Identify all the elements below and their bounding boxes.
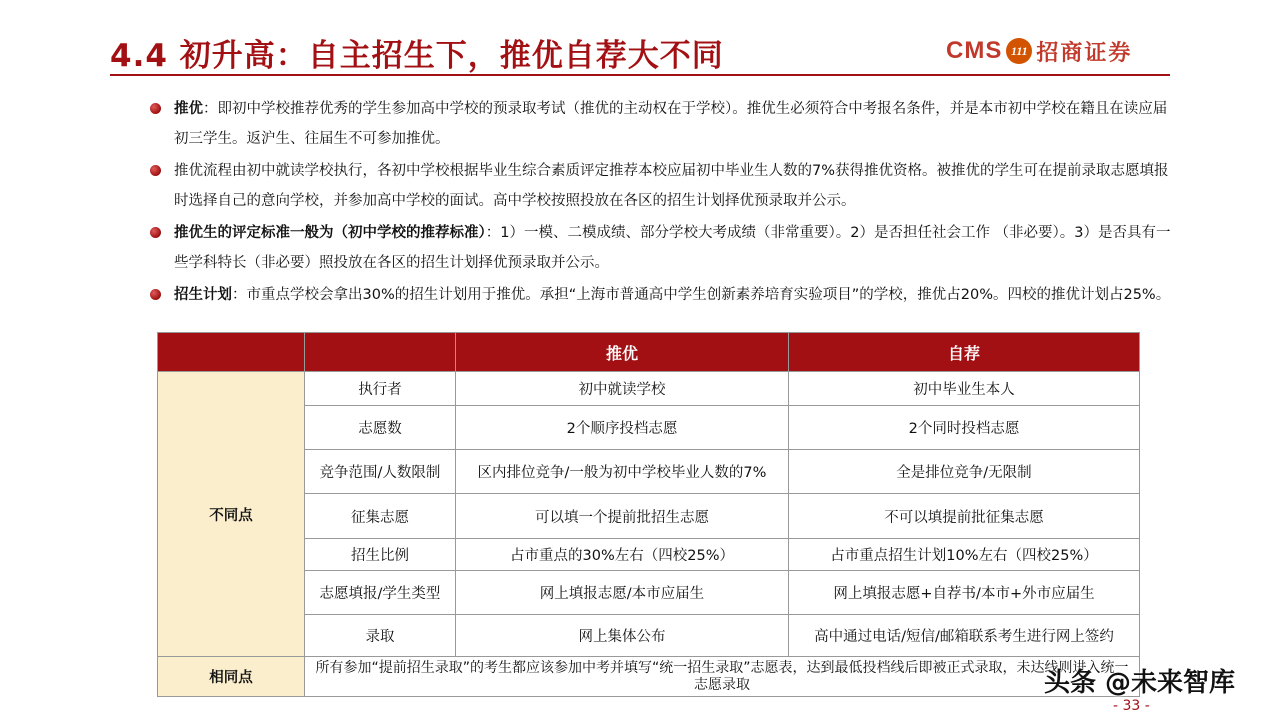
header-cell-tuiyou: 推优 [456, 333, 789, 372]
logo-mark-icon: 111 [1006, 38, 1032, 64]
table-row [158, 539, 1140, 571]
table-row [158, 450, 1140, 494]
bullet-list [150, 94, 1180, 312]
logo-chinese-text: 招商证券 [1036, 39, 1133, 66]
table-row [158, 494, 1140, 539]
row-label: 志愿数 [305, 406, 456, 450]
cell-tuiyou: 网上集体公布 [456, 615, 789, 657]
bullet-item [150, 280, 1180, 310]
row-label: 招生比例 [305, 539, 456, 571]
bullet-dot-icon [150, 289, 161, 300]
cell-tuiyou: 占市重点的30%左右（四校25%） [456, 539, 789, 571]
page-number: - 33 - [1113, 698, 1150, 714]
bullet-dot-icon [150, 103, 161, 114]
bullet-bold-text: 推优 [174, 101, 203, 117]
row-label: 竞争范围/人数限制 [305, 450, 456, 494]
table-header-row [158, 333, 1140, 372]
bullet-item [150, 156, 1180, 216]
group-label-diff: 不同点 [158, 372, 305, 657]
cell-zijian: 网上填报志愿+自荐书/本市+外市应届生 [789, 571, 1140, 615]
cell-zijian: 2个同时投档志愿 [789, 406, 1140, 450]
table-row [158, 406, 1140, 450]
row-label: 志愿填报/学生类型 [305, 571, 456, 615]
cell-zijian: 占市重点招生计划10%左右（四校25%） [789, 539, 1140, 571]
bullet-text: 推优流程由初中就读学校执行，各初中学校根据毕业生综合素质评定推荐本校应届初中毕业生人数的7%获得推优资格。被推优的学生可在提前录取志愿填报时选择自己的意向学校，并参加高中学校的面试。高中学校按照投放在各区的招生计划择优预录取并公示。 [174, 163, 1169, 209]
bullet-dot-icon [150, 227, 161, 238]
header-cell-blank [158, 333, 305, 372]
cell-zijian: 高中通过电话/短信/邮箱联系考生进行网上签约 [789, 615, 1140, 657]
cell-zijian: 不可以填提前批征集志愿 [789, 494, 1140, 539]
table-row-same [158, 657, 1140, 697]
comparison-table [157, 332, 1140, 697]
cell-tuiyou: 区内排位竞争/一般为初中学校毕业人数的7% [456, 450, 789, 494]
company-logo [946, 34, 1132, 68]
cell-tuiyou: 2个顺序投档志愿 [456, 406, 789, 450]
row-label: 执行者 [305, 372, 456, 406]
same-description: 所有参加“提前招生录取”的考生都应该参加中考并填写“统一招生录取”志愿表，达到最低投档线后即被正式录取，未达线则进入统一志愿录取 [305, 657, 1140, 697]
bullet-dot-icon [150, 165, 161, 176]
logo-cms-text: CMS [946, 37, 1003, 64]
bullet-item [150, 218, 1180, 278]
header-cell-blank [305, 333, 456, 372]
row-label: 征集志愿 [305, 494, 456, 539]
cell-tuiyou: 网上填报志愿/本市应届生 [456, 571, 789, 615]
table-row [158, 615, 1140, 657]
cell-zijian: 全是排位竞争/无限制 [789, 450, 1140, 494]
bullet-bold-text: 招生计划 [174, 287, 232, 303]
cell-zijian: 初中毕业生本人 [789, 372, 1140, 406]
bullet-text: ：即初中学校推荐优秀的学生参加高中学校的预录取考试（推优的主动权在于学校）。推优生必须符合中考报名条件，并是本市初中学校在籍且在读应届初三学生。返沪生、往届生不可参加推优。 [174, 101, 1168, 147]
bullet-text: ：市重点学校会拿出30%的招生计划用于推优。承担“上海市普通高中学生创新素养培育实验项目”的学校，推优占20%。四校的推优计划占25%。 [232, 287, 1171, 303]
header-cell-zijian: 自荐 [789, 333, 1140, 372]
row-label: 录取 [305, 615, 456, 657]
group-label-same: 相同点 [158, 657, 305, 697]
cell-tuiyou: 初中就读学校 [456, 372, 789, 406]
watermark: 头条 @未来智库 [1044, 668, 1236, 698]
table-row [158, 571, 1140, 615]
bullet-item [150, 94, 1180, 154]
cell-tuiyou: 可以填一个提前批招生志愿 [456, 494, 789, 539]
page-title: 4.4 初升高：自主招生下，推优自荐大不同 [110, 38, 724, 74]
bullet-text: ：1）一模、二模成绩、部分学校大考成绩（非常重要）。2）是否担任社会工作 （非必要）。3）是否具有一些学科特长（非必要）照投放在各区的招生计划择优预录取并公示。 [174, 225, 1171, 271]
bullet-bold-text: 推优生的评定标准一般为（初中学校的推荐标准） [174, 225, 486, 241]
table-row [158, 372, 1140, 406]
title-divider [110, 74, 1170, 76]
